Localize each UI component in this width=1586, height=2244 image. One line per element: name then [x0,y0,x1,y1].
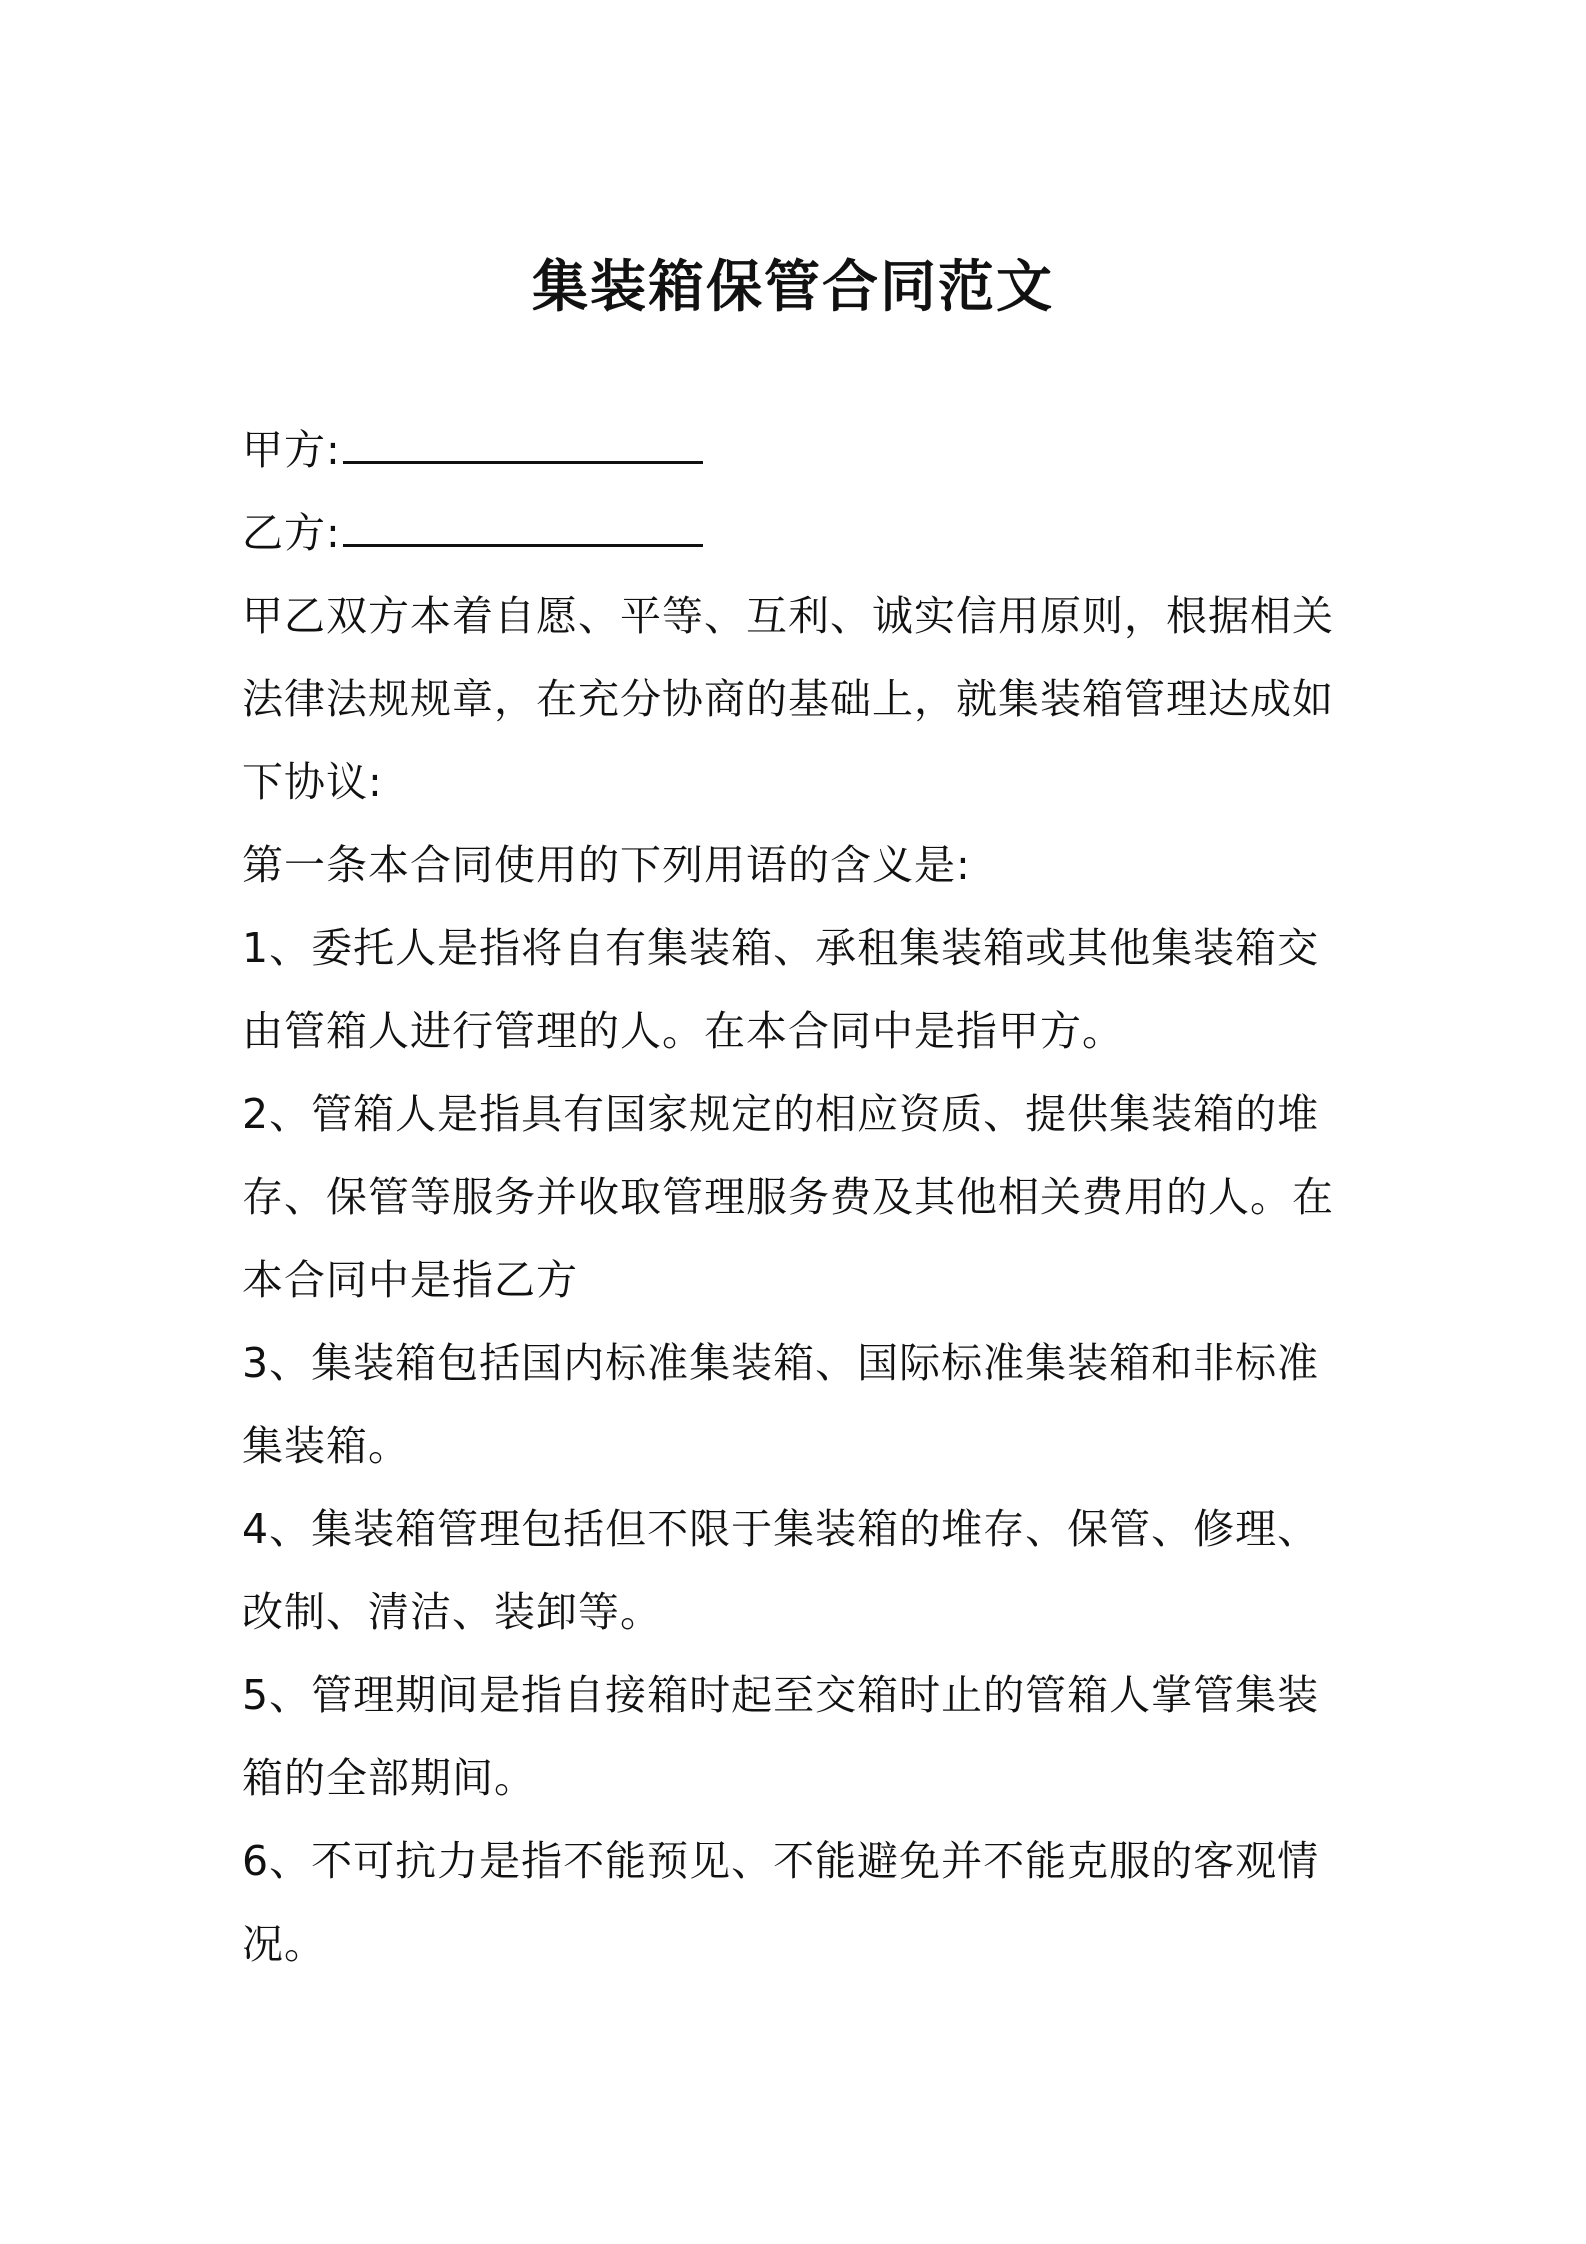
intro-paragraph [242,575,1352,824]
definition-line: 况。 [242,1920,326,1968]
document-title: 集装箱保管合同范文 [532,255,1054,320]
definition-line: 1、委托人是指将自有集装箱、承租集装箱或其他集装箱交 [242,924,1320,972]
definition-line: 6、不可抗力是指不能预见、不能避免并不能克服的客观情 [242,1837,1320,1885]
definition-line: 存、保管等服务并收取管理服务费及其他相关费用的人。在 [242,1173,1334,1221]
party-b-label: 乙方: [242,509,341,557]
definition-line: 4、集装箱管理包括但不限于集装箱的堆存、保管、修理、 [242,1505,1320,1553]
intro-line: 甲乙双方本着自愿、平等、互利、诚实信用原则，根据相关 [242,592,1334,640]
document-body [242,409,1352,1986]
article-1-heading: 第一条本合同使用的下列用语的含义是: [242,841,971,889]
party-b-line [242,492,1352,575]
definition-line: 由管箱人进行管理的人。在本合同中是指甲方。 [242,1007,1124,1055]
intro-line: 法律法规规章，在充分协商的基础上，就集装箱管理达成如 [242,675,1334,723]
party-a-blank [343,421,703,464]
definition-item-5 [242,1654,1352,1820]
definition-item-2 [242,1073,1352,1322]
definition-line: 5、管理期间是指自接箱时起至交箱时止的管箱人掌管集装 [242,1671,1320,1719]
definition-line: 3、集装箱包括国内标准集装箱、国际标准集装箱和非标准 [242,1339,1320,1387]
definition-item-6 [242,1820,1352,1986]
definition-item-1 [242,907,1352,1073]
definition-item-3 [242,1322,1352,1488]
definition-line: 2、管箱人是指具有国家规定的相应资质、提供集装箱的堆 [242,1090,1320,1138]
intro-line: 下协议: [242,758,383,806]
definition-line: 箱的全部期间。 [242,1754,536,1802]
definition-line: 改制、清洁、装卸等。 [242,1588,662,1636]
party-a-label: 甲方: [242,426,341,474]
definition-line: 本合同中是指乙方 [242,1256,578,1304]
party-a-line [242,409,1352,492]
definition-item-4 [242,1488,1352,1654]
definition-line: 集装箱。 [242,1422,410,1470]
party-b-blank [343,504,703,547]
